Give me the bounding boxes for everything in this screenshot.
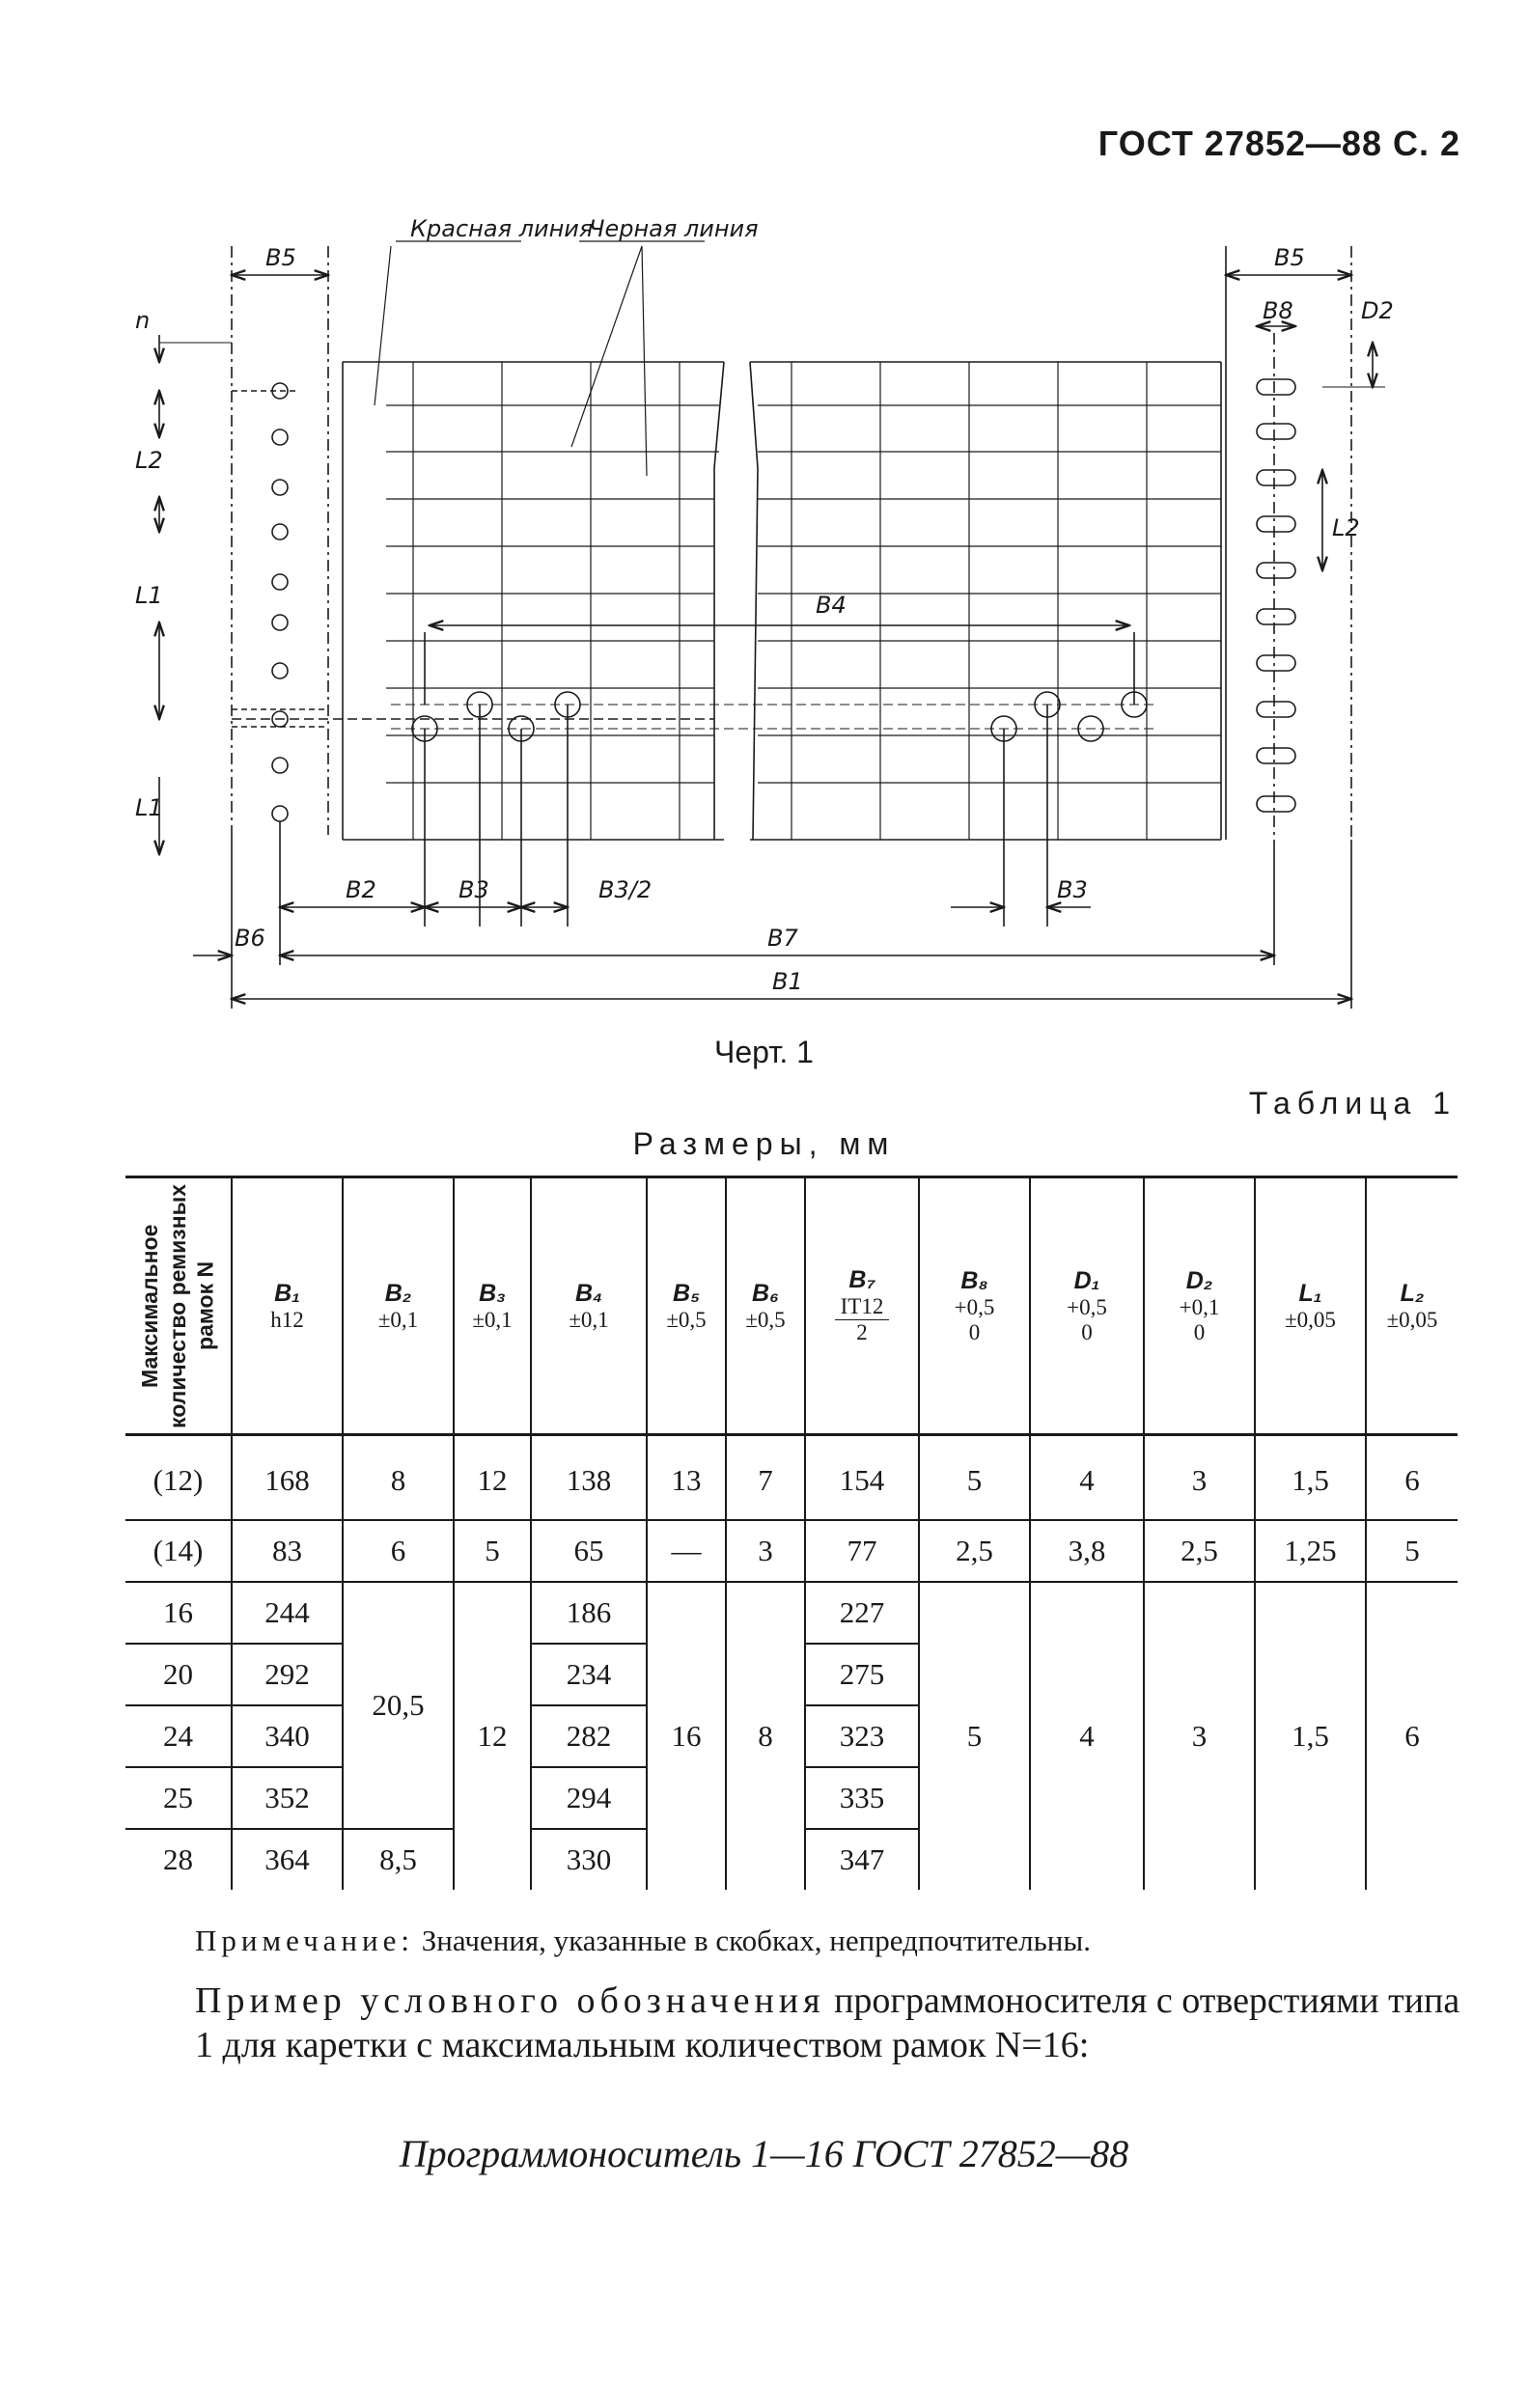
cell: 292 [232, 1644, 343, 1705]
note-text: Значения, указанные в скобках, непредпочтительны. [421, 1924, 1091, 1957]
label-black-line: Черная линия [589, 215, 759, 242]
cell: 323 [805, 1705, 919, 1767]
example-paragraph [195, 1979, 1461, 2068]
table-row [125, 1435, 1458, 1521]
cell: 340 [232, 1705, 343, 1767]
cell: 227 [805, 1582, 919, 1644]
label-d2: D2 [1361, 297, 1394, 324]
label-l2-left: L2 [135, 447, 163, 474]
left-holes [232, 383, 714, 821]
cell: 1,5 [1255, 1435, 1366, 1521]
header-b7: B₇ IT12 2 [805, 1177, 919, 1435]
example-text: программоносителя с отверстиями типа 1 для каретки с максимальным количеством рамок N=16: [195, 1980, 1460, 2066]
cell: 65 [531, 1520, 647, 1582]
cell: 5 [454, 1520, 531, 1582]
cell: 12 [454, 1435, 531, 1521]
drawing-lines [159, 241, 1385, 1009]
label-b3-right: B3 [1057, 876, 1088, 903]
header-n: Максимальное количество ремизных рамок N [125, 1177, 232, 1435]
cell: 186 [531, 1582, 647, 1644]
label-b1: B1 [772, 968, 803, 995]
cell: 330 [531, 1829, 647, 1890]
cell: 28 [163, 1842, 193, 1876]
label-b5-right: B5 [1274, 244, 1305, 271]
header-b5: B₅ ±0,5 [647, 1177, 726, 1435]
technical-drawing [135, 215, 1394, 1038]
drawing-labels [135, 215, 1394, 995]
cell: 335 [805, 1767, 919, 1829]
cell: 83 [232, 1520, 343, 1582]
label-b3-half: B3/2 [598, 876, 653, 903]
label-l2-right: L2 [1332, 514, 1360, 541]
cell: 5 [1366, 1520, 1458, 1582]
table-note [195, 1924, 1091, 1958]
cell: 294 [531, 1767, 647, 1829]
cell: 3,8 [1030, 1520, 1144, 1582]
label-b5-left: B5 [265, 244, 296, 271]
cell: 2,5 [1144, 1520, 1255, 1582]
cell: 8 [343, 1435, 454, 1521]
designation: Программоноситель 1—16 ГОСТ 27852—88 [399, 2132, 1129, 2175]
header-b2: B₂ ±0,1 [343, 1177, 454, 1435]
cell: 25 [125, 1767, 232, 1829]
cell: (12) [125, 1435, 232, 1521]
cell: 282 [531, 1705, 647, 1767]
header-b8: B₈ +0,5 0 [919, 1177, 1030, 1435]
example-spaced: Пример условного обозначения [195, 1980, 825, 2021]
cell: 168 [232, 1435, 343, 1521]
cell: 8 [726, 1582, 805, 1890]
label-b4: B4 [816, 592, 847, 619]
cell: 7 [726, 1435, 805, 1521]
cell: 1,25 [1255, 1520, 1366, 1582]
label-l1-left: L1 [135, 582, 163, 609]
cell: 4 [1030, 1435, 1144, 1521]
label-n: n [135, 307, 151, 334]
table-row [125, 1520, 1458, 1582]
header-d2: D₂ +0,1 0 [1144, 1177, 1255, 1435]
pilot-holes [391, 632, 1158, 927]
table-number: Таблица 1 [1248, 1086, 1457, 1121]
header-d1: D₁ +0,5 0 [1030, 1177, 1144, 1435]
figure-caption: Черт. 1 [714, 1035, 814, 1069]
label-b7: B7 [767, 925, 798, 952]
label-b3: B3 [458, 876, 489, 903]
cell: 1,5 [1255, 1582, 1366, 1890]
drawing-svg [135, 215, 1394, 1038]
header-l1: L₁ ±0,05 [1255, 1177, 1366, 1435]
cell: 24 [125, 1705, 232, 1767]
cell: 154 [805, 1435, 919, 1521]
header-b6: B₆ ±0,5 [726, 1177, 805, 1435]
cell: 6 [1366, 1582, 1458, 1890]
cell: 5 [919, 1582, 1030, 1890]
header-b4: B₄ ±0,1 [531, 1177, 647, 1435]
cell: 16 [125, 1582, 232, 1644]
cell: (14) [125, 1520, 232, 1582]
table-header-row [125, 1177, 1458, 1435]
cell: 234 [531, 1644, 647, 1705]
label-l1-bottom: L1 [135, 794, 163, 821]
cell: 352 [232, 1767, 343, 1829]
right-slots [1257, 379, 1295, 812]
table-subtitle: Размеры, мм [632, 1126, 896, 1161]
note-label: Примечание: [195, 1924, 414, 1957]
cell: 8,5 [343, 1829, 454, 1890]
cell: 20 [125, 1644, 232, 1705]
label-b6: B6 [235, 925, 265, 952]
cell: 3 [1144, 1582, 1255, 1890]
dimensions-table [125, 1176, 1458, 1890]
cell: 5 [919, 1435, 1030, 1521]
table-row [125, 1582, 1458, 1644]
cell: 364 [232, 1829, 343, 1890]
cell: 6 [1366, 1435, 1458, 1521]
cell: 3 [726, 1520, 805, 1582]
header-b1: B₁ h12 [232, 1177, 343, 1435]
cell: 77 [805, 1520, 919, 1582]
cell: 6 [343, 1520, 454, 1582]
cell: 2,5 [919, 1520, 1030, 1582]
page-header: ГОСТ 27852—88 С. 2 [1097, 124, 1460, 163]
cell: — [647, 1520, 726, 1582]
label-red-line: Красная линия [410, 215, 594, 242]
cell: 3 [1144, 1435, 1255, 1521]
cell: 13 [647, 1435, 726, 1521]
cell: 275 [805, 1644, 919, 1705]
header-b3: B₃ ±0,1 [454, 1177, 531, 1435]
cell: 347 [805, 1829, 919, 1890]
cell: 244 [232, 1582, 343, 1644]
cell: 20,5 [343, 1582, 454, 1829]
cell: 16 [647, 1582, 726, 1890]
cell: 4 [1030, 1582, 1144, 1890]
label-b2: B2 [346, 876, 376, 903]
label-b8: B8 [1263, 297, 1293, 324]
cell: 138 [531, 1435, 647, 1521]
header-l2: L₂ ±0,05 [1366, 1177, 1458, 1435]
cell: 12 [454, 1582, 531, 1890]
